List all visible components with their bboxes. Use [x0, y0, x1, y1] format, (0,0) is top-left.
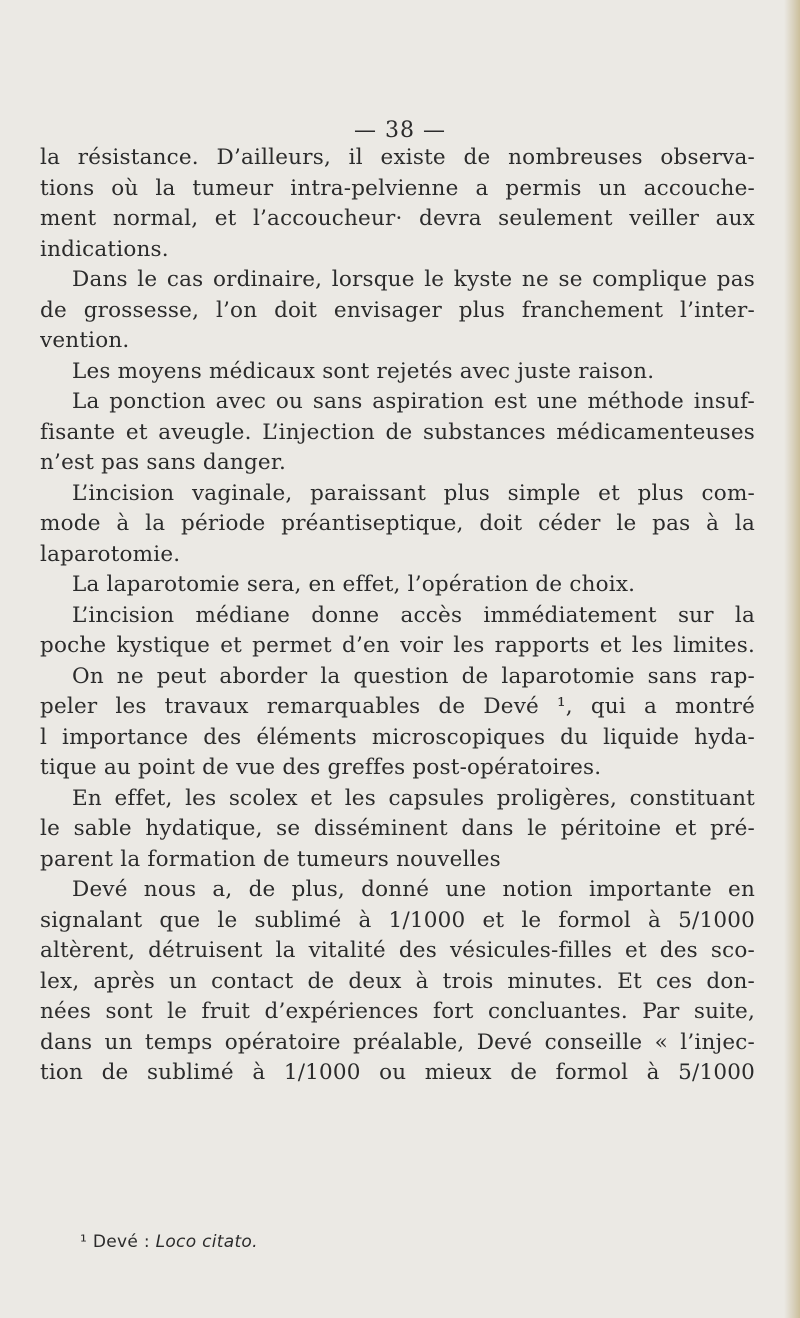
text-line: tions où la tumeur intra-pelvienne a permis un accouche-: [40, 175, 755, 201]
text-line: n’est pas sans danger.: [40, 450, 286, 475]
text-line: laparotomie.: [40, 541, 181, 567]
text-line: l importance des éléments microscopiques du liquide hyda-: [40, 724, 755, 750]
text-line: parent la formation de tumeurs nouvelles: [40, 846, 501, 872]
footnote: [80, 1232, 258, 1252]
text-line: L’incision vaginale, paraissant plus simple et plus com-: [72, 480, 755, 506]
text-line: tique au point de vue des greffes post-opératoires.: [40, 755, 602, 780]
text-line: En effet, les scolex et les capsules proligères, constituant: [72, 785, 755, 811]
text-line: nées sont le fruit d’expériences fort concluantes. Par suite,: [40, 999, 755, 1024]
text-line: Dans le cas ordinaire, lorsque le kyste ne se complique pas: [72, 267, 755, 292]
text-line: mode à la période préantiseptique, doit céder le pas à la: [40, 511, 755, 536]
text-line: peler les travaux remarquables de Devé ¹, qui a montré: [40, 694, 755, 719]
body-text: [40, 143, 755, 1089]
text-line: Devé nous a, de plus, donné une notion importante en: [72, 877, 755, 902]
text-line: tion de sublimé à 1/1000 ou mieux de formol à 5/1000: [40, 1060, 755, 1085]
text-line: La laparotomie sera, en effet, l’opération de choix.: [72, 572, 636, 597]
text-line: lex, après un contact de deux à trois minutes. Et ces don-: [40, 968, 755, 994]
text-line: poche kystique et permet d’en voir les rapports et les limites.: [40, 633, 755, 658]
text-line: Les moyens médicaux sont rejetés avec juste raison.: [72, 358, 655, 384]
footnote-reference: Loco citato.: [155, 1232, 258, 1252]
text-line: de grossesse, l’on doit envisager plus franchement l’inter-: [40, 297, 755, 323]
text-line: indications.: [40, 236, 169, 262]
text-line: vention.: [40, 328, 130, 353]
footnote-mark: ¹: [80, 1232, 88, 1252]
text-line: L’incision médiane donne accès immédiatement sur la: [72, 602, 755, 628]
text-line: fisante et aveugle. L’injection de substances médicamenteuses: [40, 419, 755, 445]
text-line: dans un temps opératoire préalable, Devé conseille « l’injec-: [40, 1029, 755, 1055]
text-line: La ponction avec ou sans aspiration est une méthode insuf-: [72, 389, 755, 414]
text-line: ment normal, et l’accoucheur· devra seulement veiller aux: [40, 206, 755, 231]
text-line: le sable hydatique, se disséminent dans le péritoine et pré-: [40, 816, 755, 841]
footnote-author: Devé :: [92, 1232, 150, 1252]
page-number: — 38 —: [354, 118, 446, 143]
text-line: On ne peut aborder la question de laparotomie sans rap-: [72, 663, 755, 689]
text-line: altèrent, détruisent la vitalité des vésicules-filles et des sco-: [40, 938, 755, 963]
text-line: la résistance. D’ailleurs, il existe de nombreuses observa-: [40, 145, 755, 170]
page-edge-shadow: [784, 0, 800, 1318]
text-line: signalant que le sublimé à 1/1000 et le formol à 5/1000: [40, 907, 755, 933]
